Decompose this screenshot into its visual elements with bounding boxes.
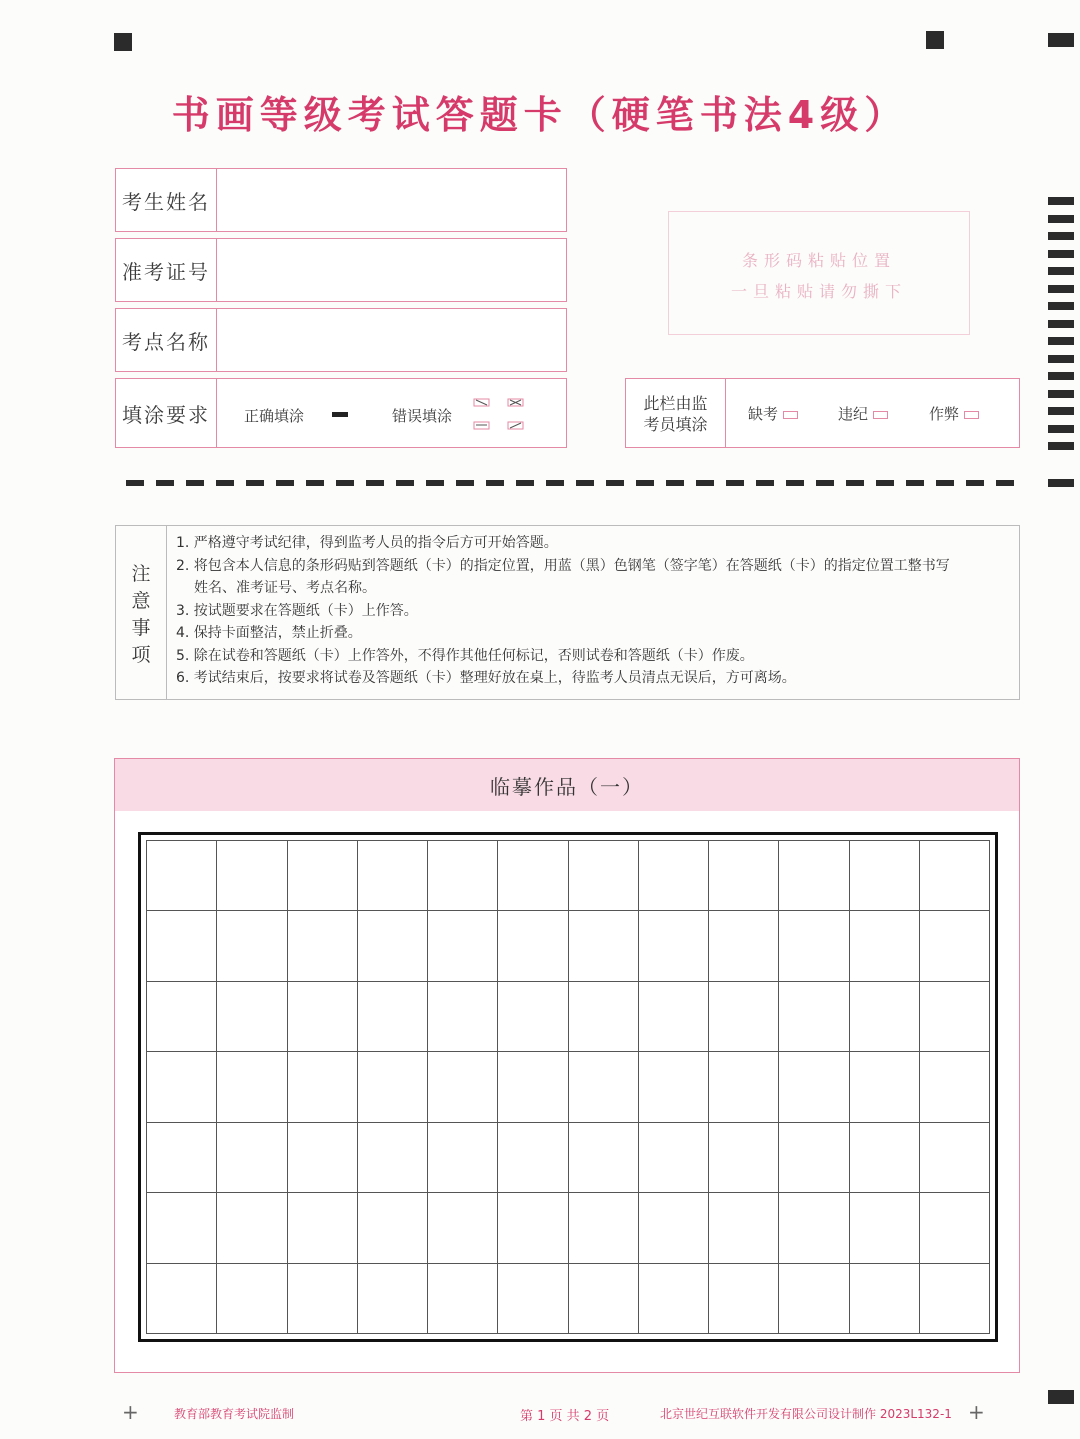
grid-cell[interactable] <box>779 1264 849 1334</box>
grid-cell[interactable] <box>779 982 849 1052</box>
writing-grid[interactable] <box>146 840 990 1334</box>
notice-item: 4. 保持卡面整洁，禁止折叠。 <box>176 625 362 641</box>
grid-cell[interactable] <box>217 1193 287 1263</box>
exam-site-field[interactable] <box>115 308 567 372</box>
grid-cell[interactable] <box>358 1264 428 1334</box>
grid-cell[interactable] <box>217 841 287 911</box>
grid-cell[interactable] <box>428 982 498 1052</box>
grid-cell[interactable] <box>217 1123 287 1193</box>
grid-cell[interactable] <box>428 1264 498 1334</box>
grid-cell[interactable] <box>850 982 920 1052</box>
timing-mark <box>1048 215 1074 223</box>
notice-list <box>176 532 1011 690</box>
grid-cell[interactable] <box>288 1123 358 1193</box>
grid-cell[interactable] <box>288 841 358 911</box>
grid-cell[interactable] <box>709 982 779 1052</box>
grid-cell[interactable] <box>639 1123 709 1193</box>
grid-cell[interactable] <box>217 1052 287 1122</box>
grid-cell[interactable] <box>498 1193 568 1263</box>
grid-cell[interactable] <box>498 1052 568 1122</box>
grid-cell[interactable] <box>217 982 287 1052</box>
timing-mark <box>1048 250 1074 258</box>
grid-cell[interactable] <box>288 982 358 1052</box>
page-number: 第 1 页 共 2 页 <box>520 1409 610 1424</box>
grid-cell[interactable] <box>428 841 498 911</box>
wrong-fill-label: 错误填涂 <box>392 407 453 425</box>
fill-box-icon[interactable] <box>783 411 798 419</box>
footer-supervisor: 教育部教育考试院监制 <box>174 1407 295 1421</box>
grid-cell[interactable] <box>850 1123 920 1193</box>
grid-cell[interactable] <box>639 1193 709 1263</box>
copy-work-section <box>114 758 1020 1373</box>
writing-grid-frame <box>138 832 998 1342</box>
barcode-line2: 一旦粘贴请勿撕下 <box>730 282 907 301</box>
grid-cell[interactable] <box>358 1123 428 1193</box>
violation-label: 违纪 <box>838 405 869 423</box>
grid-cell[interactable] <box>358 1193 428 1263</box>
absent-label: 缺考 <box>748 405 779 423</box>
timing-mark <box>1048 355 1074 363</box>
proctor-label-line1: 此栏由监 <box>643 394 708 413</box>
grid-cell[interactable] <box>428 911 498 981</box>
grid-cell[interactable] <box>288 1052 358 1122</box>
grid-cell[interactable] <box>217 911 287 981</box>
timing-mark <box>1048 302 1074 310</box>
notice-item: 5. 除在试卷和答题纸（卡）上作答外，不得作其他任何标记，否则试卷和答题纸（卡）作废。 <box>176 647 754 664</box>
registration-mark-icon: + <box>968 1400 985 1424</box>
grid-cell[interactable] <box>147 841 217 911</box>
grid-cell[interactable] <box>920 1052 990 1122</box>
notice-char: 意 <box>131 589 151 612</box>
grid-cell[interactable] <box>569 1052 639 1122</box>
grid-cell[interactable] <box>428 1052 498 1122</box>
grid-cell[interactable] <box>498 1264 568 1334</box>
grid-cell[interactable] <box>288 1193 358 1263</box>
notice-item: 1. 严格遵守考试纪律，得到监考人员的指令后方可开始答题。 <box>176 535 558 551</box>
grid-cell[interactable] <box>920 1264 990 1334</box>
grid-cell[interactable] <box>920 1123 990 1193</box>
grid-cell[interactable] <box>147 1052 217 1122</box>
field-label: 准考证号 <box>116 239 217 301</box>
timing-mark <box>1048 1390 1074 1404</box>
grid-cell[interactable] <box>920 911 990 981</box>
grid-cell[interactable] <box>498 841 568 911</box>
notice-char: 事 <box>131 616 151 639</box>
grid-cell[interactable] <box>358 841 428 911</box>
grid-cell[interactable] <box>850 1193 920 1263</box>
fill-requirement <box>115 378 567 448</box>
timing-mark <box>1048 372 1074 380</box>
grid-cell[interactable] <box>920 982 990 1052</box>
notice-item: 姓名、准考证号、考点名称。 <box>194 580 376 596</box>
grid-cell[interactable] <box>639 841 709 911</box>
notice-label <box>116 526 167 699</box>
grid-cell[interactable] <box>498 1123 568 1193</box>
grid-cell[interactable] <box>358 1052 428 1122</box>
notice-box <box>115 525 1020 700</box>
grid-cell[interactable] <box>639 1052 709 1122</box>
fill-box-icon[interactable] <box>964 411 979 419</box>
filled-mark-icon <box>332 412 348 417</box>
wrong-fill-examples-icon <box>472 397 528 433</box>
grid-cell[interactable] <box>217 1264 287 1334</box>
grid-cell[interactable] <box>569 841 639 911</box>
timing-mark <box>1048 232 1074 240</box>
grid-cell[interactable] <box>779 911 849 981</box>
timing-mark <box>926 31 944 49</box>
timing-mark <box>1048 390 1074 398</box>
grid-cell[interactable] <box>498 982 568 1052</box>
notice-item: 2. 将包含本人信息的条形码贴到答题纸（卡）的指定位置，用蓝（黑）色钢笔（签字笔）在答题纸（卡）的指定位置工整书写 <box>176 557 950 574</box>
grid-cell[interactable] <box>779 1193 849 1263</box>
violation-option[interactable] <box>838 403 888 424</box>
timing-mark <box>1048 479 1074 487</box>
grid-cell[interactable] <box>639 982 709 1052</box>
grid-cell[interactable] <box>850 911 920 981</box>
registration-mark-icon: + <box>122 1400 139 1424</box>
admission-number-field[interactable] <box>115 238 567 302</box>
timing-mark <box>114 33 132 51</box>
timing-mark <box>1048 33 1074 47</box>
notice-char: 注 <box>131 562 151 585</box>
grid-cell[interactable] <box>850 841 920 911</box>
grid-cell[interactable] <box>920 841 990 911</box>
grid-cell[interactable] <box>288 911 358 981</box>
grid-cell[interactable] <box>920 1193 990 1263</box>
grid-cell[interactable] <box>428 1193 498 1263</box>
proctor-label-line2: 考员填涂 <box>643 415 708 434</box>
cut-line <box>126 480 1020 486</box>
timing-mark <box>1048 320 1074 328</box>
grid-cell[interactable] <box>288 1264 358 1334</box>
notice-char: 项 <box>131 643 151 666</box>
grid-cell[interactable] <box>779 1052 849 1122</box>
proctor-label <box>626 379 726 447</box>
grid-cell[interactable] <box>709 1193 779 1263</box>
grid-cell[interactable] <box>779 1123 849 1193</box>
timing-mark <box>1048 407 1074 415</box>
grid-cell[interactable] <box>569 1264 639 1334</box>
grid-cell[interactable] <box>147 1193 217 1263</box>
proctor-box <box>625 378 1020 448</box>
correct-fill-label: 正确填涂 <box>244 407 305 425</box>
field-label: 考点名称 <box>116 309 217 371</box>
notice-item: 6. 考试结束后，按要求将试卷及答题纸（卡）整理好放在桌上，待监考人员清点无误后，方可离场。 <box>176 670 796 686</box>
grid-cell[interactable] <box>779 841 849 911</box>
field-label: 填涂要求 <box>116 379 217 447</box>
cheating-label: 作弊 <box>929 405 960 423</box>
timing-mark <box>1048 197 1074 205</box>
grid-cell[interactable] <box>147 911 217 981</box>
timing-mark <box>1048 267 1074 275</box>
grid-cell[interactable] <box>639 911 709 981</box>
cheating-option[interactable] <box>929 403 979 424</box>
page-title: 书画等级考试答题卡（硬笔书法4级） <box>171 93 909 137</box>
grid-cell[interactable] <box>147 982 217 1052</box>
grid-cell[interactable] <box>569 1123 639 1193</box>
grid-cell[interactable] <box>709 911 779 981</box>
grid-cell[interactable] <box>498 911 568 981</box>
grid-cell[interactable] <box>709 841 779 911</box>
section-title: 临摹作品（一） <box>115 759 1019 811</box>
grid-cell[interactable] <box>569 1193 639 1263</box>
barcode-line1: 条形码粘贴位置 <box>741 251 896 270</box>
absent-option[interactable] <box>748 403 798 424</box>
grid-cell[interactable] <box>850 1264 920 1334</box>
timing-mark <box>1048 337 1074 345</box>
candidate-name-field[interactable] <box>115 168 567 232</box>
grid-cell[interactable] <box>358 982 428 1052</box>
grid-cell[interactable] <box>428 1123 498 1193</box>
grid-cell[interactable] <box>569 982 639 1052</box>
grid-cell[interactable] <box>709 1264 779 1334</box>
grid-cell[interactable] <box>147 1123 217 1193</box>
grid-cell[interactable] <box>569 911 639 981</box>
barcode-area[interactable] <box>668 211 970 335</box>
timing-mark <box>1048 442 1074 450</box>
fill-box-icon[interactable] <box>873 411 888 419</box>
footer-producer: 北京世纪互联软件开发有限公司设计制作 2023L132-1 <box>660 1407 952 1421</box>
grid-cell[interactable] <box>358 911 428 981</box>
notice-item: 3. 按试题要求在答题纸（卡）上作答。 <box>176 602 418 619</box>
timing-mark <box>1048 285 1074 293</box>
grid-cell[interactable] <box>850 1052 920 1122</box>
field-label: 考生姓名 <box>116 169 217 231</box>
grid-cell[interactable] <box>709 1123 779 1193</box>
grid-cell[interactable] <box>709 1052 779 1122</box>
grid-cell[interactable] <box>147 1264 217 1334</box>
grid-cell[interactable] <box>639 1264 709 1334</box>
timing-mark <box>1048 425 1074 433</box>
